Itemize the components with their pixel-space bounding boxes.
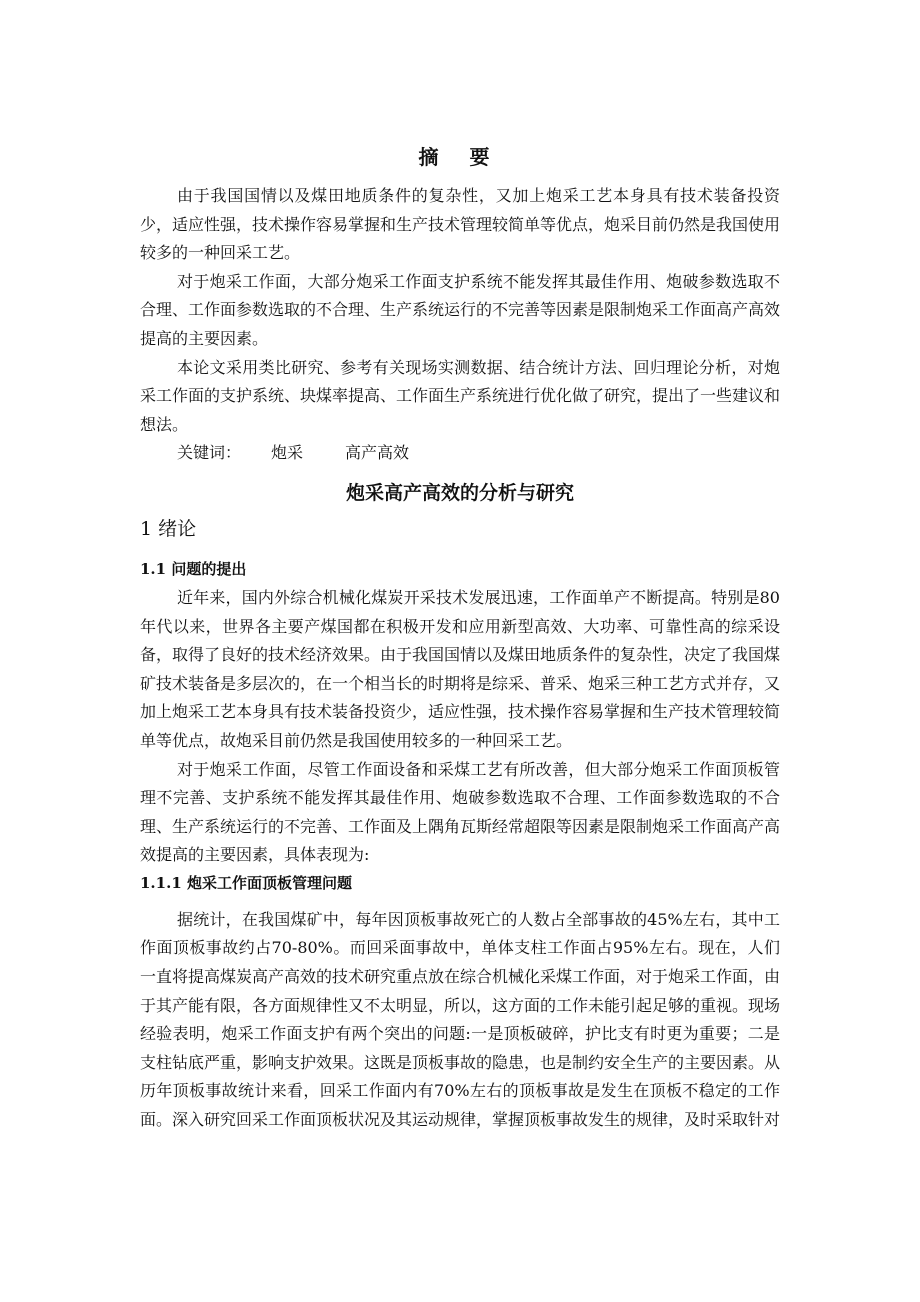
abstract-paragraph-2: 对于炮采工作面，大部分炮采工作面支护系统不能发挥其最佳作用、炮破参数选取不合理、工作面参数选取的不合理、生产系统运行的不完善等因素是限制炮采工作面高产高效提高的主要因素。: [140, 271, 781, 348]
keywords-label: 关键词：: [177, 443, 242, 463]
abstract-title: 摘 要: [418, 145, 502, 169]
abstract-paragraph-1: 由于我国国情以及煤田地质条件的复杂性，又加上炮采工艺本身具有技术装备投资少，适应性强，技术操作容易掌握和生产技术管理较简单等优点，炮采目前仍然是我国使用较多的一种回采工艺。: [140, 186, 781, 263]
section-1-1-paragraph-1: 近年来，国内外综合机械化煤炭开采技术发展迅速，工作面单产不断提高。特别是80年代以来，世界各主要产煤国都在积极开发和应用新型高效、大功率、可靠性高的综采设备，取得了良好的技术经济效果。由于我国国情以及煤田地质条件的复杂性，决定了我国煤矿技术装备是多层次的，在一个相当长的时期将是综采、普采、炮采三种工艺方式并存，又加上炮采工艺本身具有技术装备投资少，适应性强，技术操作容易掌握和生产技术管理较简单等优点，故炮采目前仍然是我国使用较多的一种回采工艺。: [140, 587, 781, 750]
section-heading-1: 1 绪论: [140, 517, 197, 540]
keyword-2: 高产高效: [345, 443, 410, 463]
section-1-1-paragraph-2: 对于炮采工作面，尽管工作面设备和采煤工艺有所改善，但大部分炮采工作面顶板管理不完善、支护系统不能发挥其最佳作用、炮破参数选取不合理、工作面参数选取的不合理、生产系统运行的不完善、工作面及上隅角瓦斯经常超限等因素是限制炮采工作面高产高效提高的主要因素，具体表现为:: [140, 759, 781, 865]
main-title: 炮采高产高效的分析与研究: [345, 481, 574, 504]
keyword-1: 炮采: [271, 443, 304, 463]
section-heading-1-1: 1.1 问题的提出: [140, 559, 247, 578]
section-1-1-1-paragraph-1: 据统计，在我国煤矿中，每年因顶板事故死亡的人数占全部事故的45%左右，其中工作面顶板事故约占70-80%。而回采面事故中，单体支柱工作面占95%左右。现在，人们一直将提高煤炭高产高效的技术研究重点放在综合机械化采煤工作面，对于炮采工作面，由于其产能有限，各方面规律性又不太明显，所以，这方面的工作未能引起足够的重视。现场经验表明，炮采工作面支护有两个突出的问题:一是顶板破碎，护比支有时更为重要；二是支柱钻底严重，影响支护效果。这既是顶板事故的隐患，也是制约安全生产的主要因素。从历年顶板事故统计来看，回采工作面内有70%左右的顶板事故是发生在顶板不稳定的工作面。深入研究回采工作面顶板状况及其运动规律，掌握顶板事故发生的规律，及时采取针对: [140, 909, 781, 1130]
document-content: [140, 142, 780, 1135]
keywords-line: [140, 439, 780, 468]
abstract-paragraph-3: 本论文采用类比研究、参考有关现场实测数据、结合统计方法、回归理论分析，对炮采工作面的支护系统、块煤率提高、工作面生产系统进行优化做了研究，提出了一些建议和想法。: [140, 357, 781, 434]
section-heading-1-1-1: 1.1.1 炮采工作面顶板管理问题: [140, 873, 352, 892]
